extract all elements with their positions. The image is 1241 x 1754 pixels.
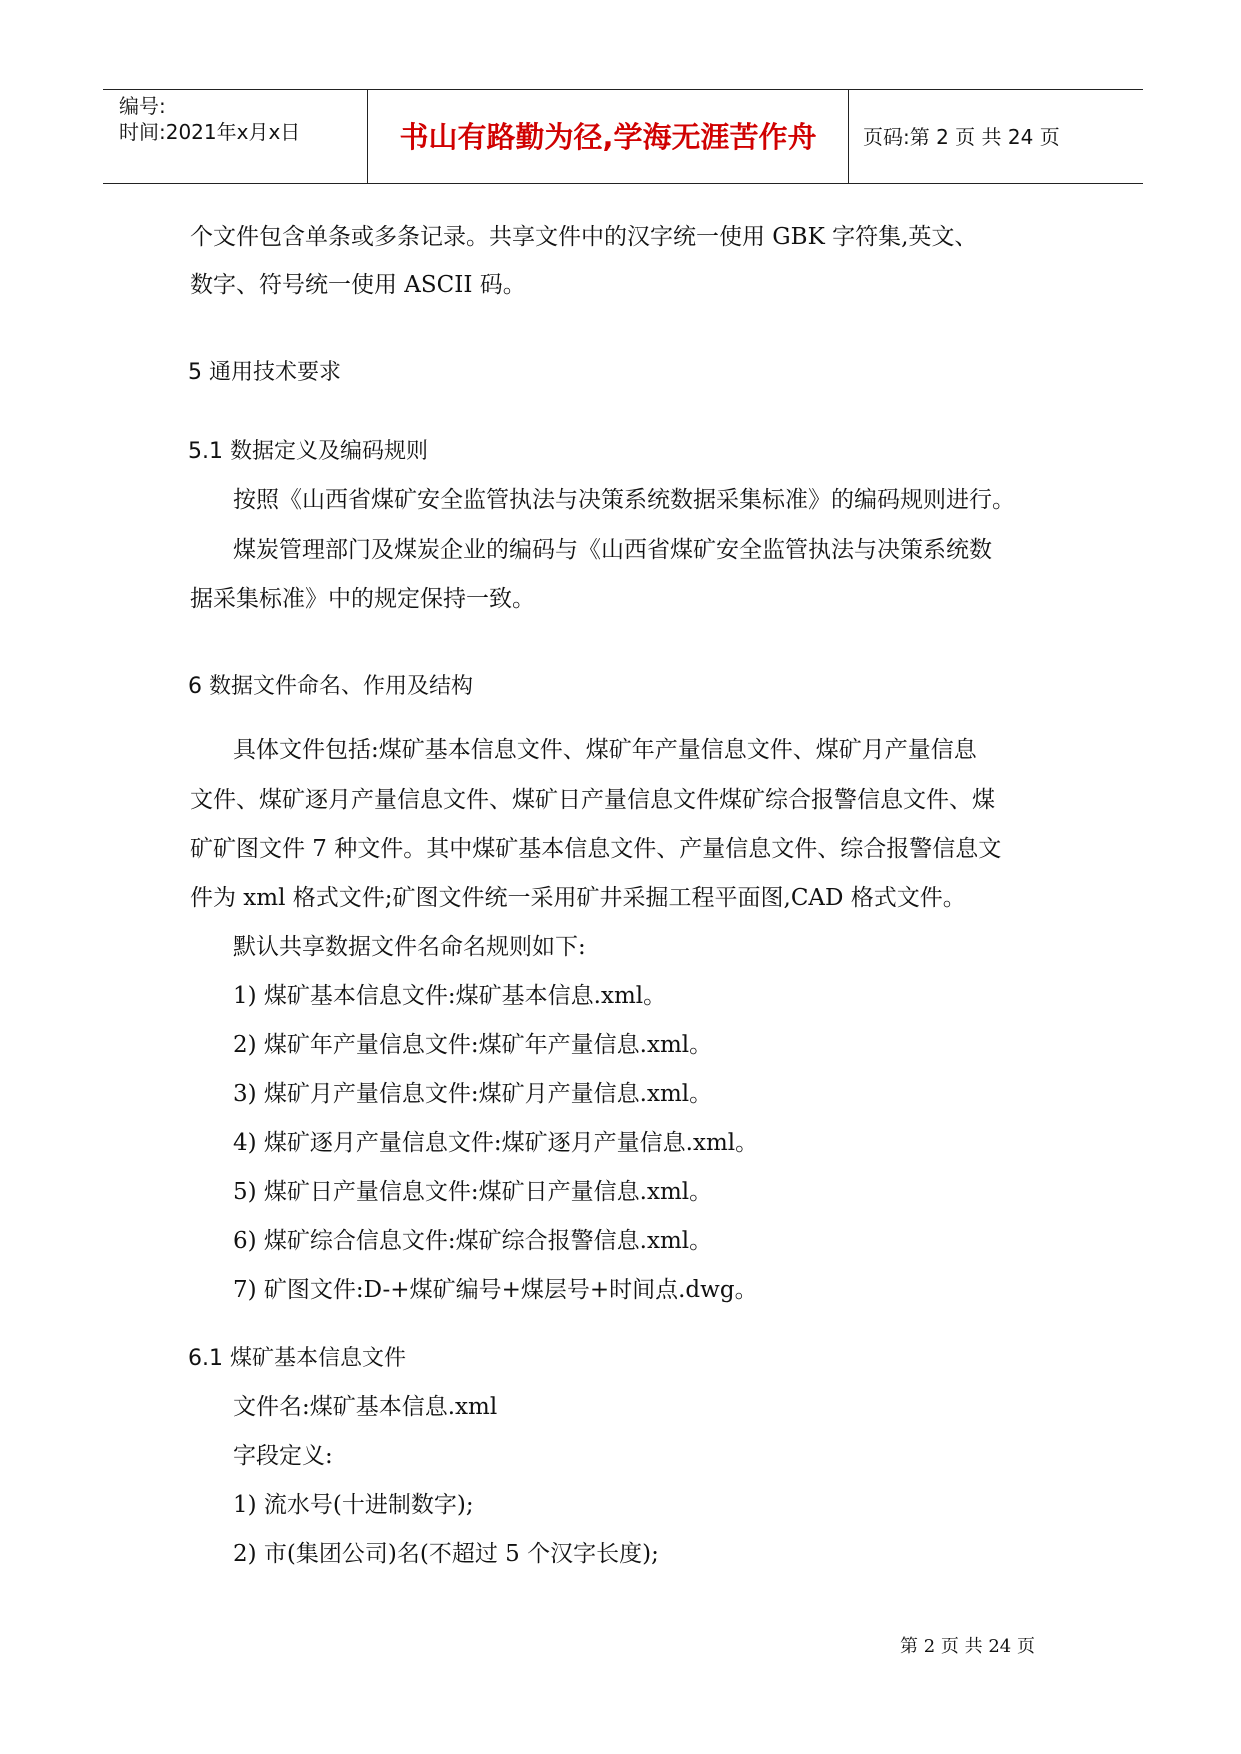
time-label: 时间:2021年x月x日 bbox=[119, 120, 301, 144]
section-heading-5: 5 通用技术要求 bbox=[188, 360, 341, 385]
list-item: 3) 煤矿月产量信息文件:煤矿月产量信息.xml。 bbox=[233, 1081, 713, 1107]
list-item: 2) 煤矿年产量信息文件:煤矿年产量信息.xml。 bbox=[233, 1032, 713, 1058]
list-item: 1) 煤矿基本信息文件:煤矿基本信息.xml。 bbox=[233, 983, 667, 1009]
serial-label: 编号: bbox=[119, 94, 166, 118]
paragraph-line: 文件、煤矿逐月产量信息文件、煤矿日产量信息文件煤矿综合报警信息文件、煤 bbox=[190, 787, 995, 813]
paragraph-line: 煤炭管理部门及煤炭企业的编码与《山西省煤矿安全监管执法与决策系统数 bbox=[233, 537, 992, 563]
section-heading-6: 6 数据文件命名、作用及结构 bbox=[188, 674, 473, 699]
section-heading-5-1: 5.1 数据定义及编码规则 bbox=[188, 439, 428, 464]
page-footer-number: 第 2 页 共 24 页 bbox=[900, 1636, 1035, 1657]
header-left-cell bbox=[103, 90, 368, 183]
list-item: 5) 煤矿日产量信息文件:煤矿日产量信息.xml。 bbox=[233, 1179, 713, 1205]
list-item: 4) 煤矿逐月产量信息文件:煤矿逐月产量信息.xml。 bbox=[233, 1130, 759, 1156]
paragraph-line: 默认共享数据文件名命名规则如下: bbox=[233, 934, 586, 960]
page-header bbox=[103, 89, 1143, 184]
list-item: 6) 煤矿综合信息文件:煤矿综合报警信息.xml。 bbox=[233, 1228, 713, 1254]
paragraph-line: 数字、符号统一使用 ASCII 码。 bbox=[190, 272, 526, 298]
paragraph-line: 个文件包含单条或多条记录。共享文件中的汉字统一使用 GBK 字符集,英文、 bbox=[190, 224, 978, 250]
header-center-cell bbox=[368, 90, 849, 183]
paragraph-line: 件为 xml 格式文件;矿图文件统一采用矿井采掘工程平面图,CAD 格式文件。 bbox=[190, 885, 966, 911]
paragraph-line: 具体文件包括:煤矿基本信息文件、煤矿年产量信息文件、煤矿月产量信息 bbox=[233, 737, 977, 763]
paragraph-line: 文件名:煤矿基本信息.xml bbox=[233, 1394, 498, 1420]
list-item: 1) 流水号(十进制数字); bbox=[233, 1492, 474, 1518]
list-item: 2) 市(集团公司)名(不超过 5 个汉字长度); bbox=[233, 1541, 659, 1567]
paragraph-line: 矿矿图文件 7 种文件。其中煤矿基本信息文件、产量信息文件、综合报警信息文 bbox=[190, 836, 1002, 862]
list-item: 7) 矿图文件:D-+煤矿编号+煤层号+时间点.dwg。 bbox=[233, 1277, 758, 1303]
header-right-cell bbox=[849, 90, 1143, 183]
paragraph-line: 据采集标准》中的规定保持一致。 bbox=[190, 586, 535, 612]
header-motto: 书山有路勤为径,学海无涯苦作舟 bbox=[399, 120, 817, 154]
paragraph-line: 按照《山西省煤矿安全监管执法与决策系统数据采集标准》的编码规则进行。 bbox=[233, 487, 1015, 513]
section-heading-6-1: 6.1 煤矿基本信息文件 bbox=[188, 1346, 406, 1371]
paragraph-line: 字段定义: bbox=[233, 1443, 333, 1469]
page-number-label: 页码:第 2 页 共 24 页 bbox=[863, 125, 1060, 149]
